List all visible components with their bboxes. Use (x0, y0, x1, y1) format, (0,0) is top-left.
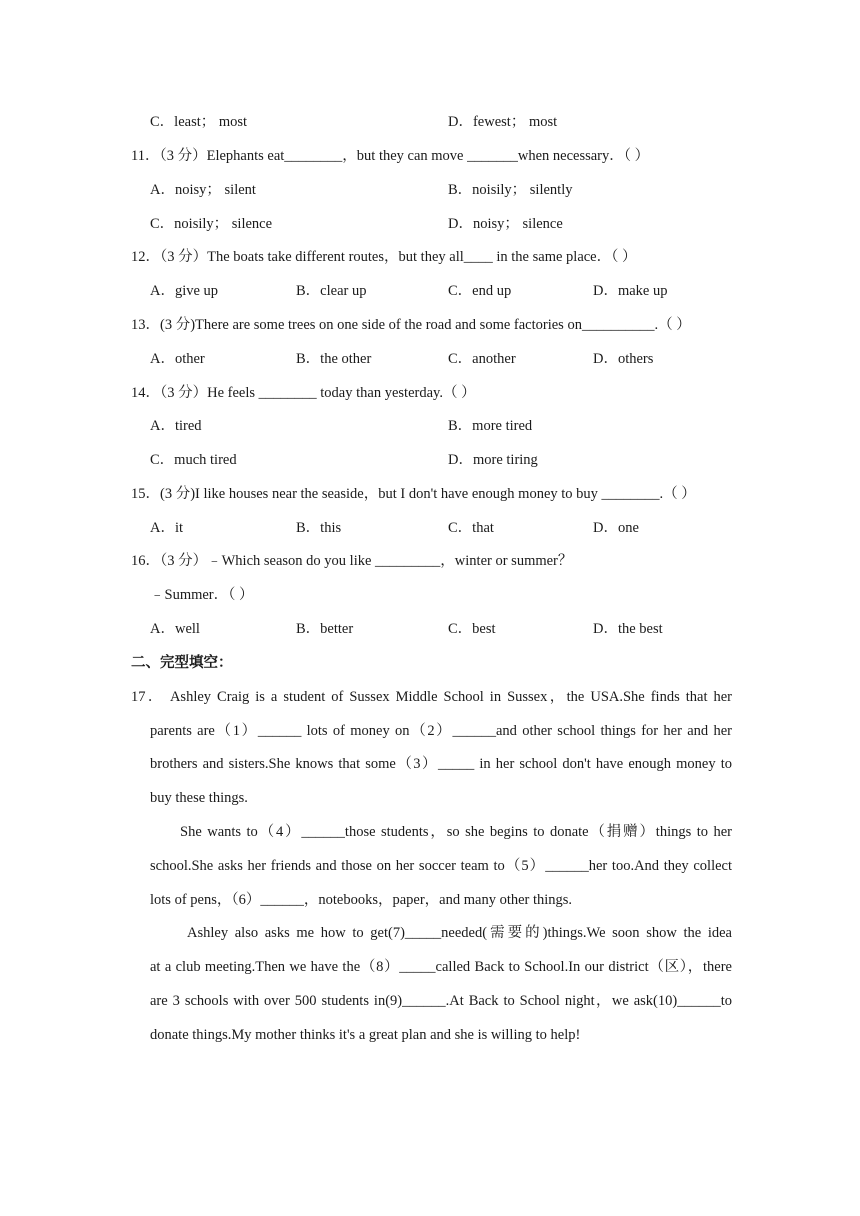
q13-option-d: D．others (593, 351, 654, 367)
q17-p1-l2: parents are（1）______ lots of money on（2）______and other school things for her and her (150, 723, 732, 739)
q12-stem: 12．（3 分）The boats take different routes，but they all____ in the same place．（ ） (131, 249, 637, 265)
q12-option-d: D．make up (593, 283, 668, 299)
q14-options-row-2 (0, 450, 860, 470)
q11-option-c: C．noisily； silence (150, 216, 273, 232)
q14-option-d: D．more tiring (448, 452, 538, 468)
q17-p3-l4: donate things.My mother thinks it's a great plan and she is willing to help! (150, 1027, 581, 1043)
q15-stem: 15．(3 分)I like houses near the seaside，but I don't have enough money to buy ________.（ ） (131, 486, 696, 502)
q17-p3-l2: at a club meeting.Then we have the（8）_____called Back to School.In our district（区），there (150, 959, 732, 975)
q17-paragraph-3-line-3 (0, 991, 860, 1011)
q17-paragraph-1-line-3 (0, 754, 860, 774)
q10-option-d: D．fewest； most (448, 114, 558, 130)
q17-paragraph-1-line-1 (0, 687, 860, 707)
q17-p2-l2: school.She asks her friends and those on her soccer team to（5）______her too.And they collect (150, 858, 732, 874)
q10-options-row (0, 112, 860, 132)
q17-paragraph-3-line-1 (0, 923, 860, 943)
question-12 (0, 247, 860, 267)
question-15 (0, 484, 860, 504)
q16-option-c: C．best (448, 621, 496, 637)
q15-option-a: A．it (150, 520, 184, 536)
q13-option-b: B．the other (296, 351, 372, 367)
section-2-heading (0, 653, 860, 673)
question-13 (0, 315, 860, 335)
q16-stem2: ﹣Summer．（ ） (150, 587, 254, 603)
q14-options-row-1 (0, 416, 860, 436)
q14-option-c: C．much tired (150, 452, 237, 468)
q17-p3-l3: are 3 schools with over 500 students in(9)______.At Back to School night，we ask(10)______to (150, 993, 732, 1009)
q12-options-row (0, 281, 860, 301)
q16-option-d: D．the best (593, 621, 663, 637)
question-16 (0, 551, 860, 571)
q17-p2-l1: She wants to（4）______those students，so she begins to donate（捐赠）things to her (180, 824, 732, 840)
q17-paragraph-1-line-2 (0, 721, 860, 741)
q16-options-row (0, 619, 860, 639)
q10-option-c: C．least； most (150, 114, 248, 130)
q16-stem: 16．（3 分）﹣Which season do you like _________，winter or summer？ (131, 553, 573, 569)
q17-paragraph-2-line-2 (0, 856, 860, 876)
q15-option-d: D．one (593, 520, 639, 536)
q12-option-c: C．end up (448, 283, 512, 299)
question-11 (0, 146, 860, 166)
q17-p1-l3: brothers and sisters.She knows that some（3）_____ in her school don't have enough money to (150, 756, 732, 772)
q16-option-b: B．better (296, 621, 354, 637)
q13-stem: 13．(3 分)There are some trees on one side of the road and some factories on__________.（ ） (131, 317, 691, 333)
q15-options-row (0, 518, 860, 538)
question-14 (0, 383, 860, 403)
q17-paragraph-3-line-2 (0, 957, 860, 977)
q11-option-b: B．noisily； silently (448, 182, 573, 198)
q17-paragraph-2-line-3 (0, 890, 860, 910)
q15-option-b: B．this (296, 520, 342, 536)
q12-option-a: A．give up (150, 283, 219, 299)
q14-option-b: B．more tired (448, 418, 533, 434)
q17-paragraph-1-line-4 (0, 788, 860, 808)
q17-p2-l3: lots of pens，（6）______，notebooks，paper，and many other things. (150, 892, 573, 908)
q17-paragraph-3-line-4 (0, 1025, 860, 1045)
q13-option-a: A．other (150, 351, 205, 367)
q16-option-a: A．well (150, 621, 200, 637)
q12-option-b: B．clear up (296, 283, 367, 299)
q14-stem: 14．（3 分）He feels ________ today than yesterday.（ ） (131, 385, 476, 401)
q15-option-c: C．that (448, 520, 494, 536)
q11-options-row-1 (0, 180, 860, 200)
q16-stem-reply (0, 585, 860, 605)
q11-stem: 11．（3 分）Elephants eat________，but they can move _______when necessary．（ ） (131, 148, 650, 164)
q17-p1-l4: buy these things. (150, 790, 248, 806)
section-2-title: 二、完型填空： (131, 655, 233, 671)
q11-options-row-2 (0, 214, 860, 234)
q17-p1-l1: 17． Ashley Craig is a student of Sussex Middle School in Sussex，the USA.She finds that her (131, 689, 732, 705)
q14-option-a: A．tired (150, 418, 202, 434)
q13-options-row (0, 349, 860, 369)
q11-option-d: D．noisy； silence (448, 216, 563, 232)
q17-paragraph-2-line-1 (0, 822, 860, 842)
q17-p3-l1: Ashley also asks me how to get(7)_____needed(需要的)things.We soon show the idea (187, 925, 732, 941)
q11-option-a: A．noisy； silent (150, 182, 256, 198)
q13-option-c: C．another (448, 351, 516, 367)
